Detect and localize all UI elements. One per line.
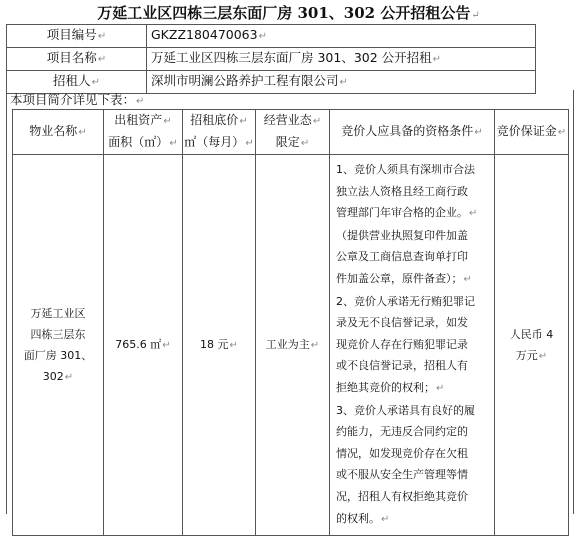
header-qualifications: 竞价人应具备的资格条件↵ (330, 110, 495, 155)
header-area: 出租资产↵ 面积（㎡）↵ (104, 110, 183, 155)
property-details-table (12, 109, 569, 536)
project-name-label: 项目名称↵ (7, 48, 147, 71)
project-number-label: 项目编号↵ (7, 25, 147, 48)
table-header-row (13, 110, 569, 155)
intro-text: 本项目简介详见下表：↵ (10, 92, 145, 107)
project-number-value: GKZZ180470063↵ (147, 25, 536, 48)
price-cell: 18 元↵ (183, 155, 256, 536)
area-cell: 765.6 ㎡↵ (104, 155, 183, 536)
notice-title: 万延工业区四栋三层东面厂房 301、302 公开招租公告↵ (97, 4, 480, 22)
qualifications-cell: 1、竞价人须具有深圳市合法 独立法人资格且经工商行政 管理部门年审合格的企业。↵ （提供营业执照复印件加盖 公章及工商信息查询单打印 件加盖公章，原件备查）；↵ 2、竞价人承诺无行贿犯罪记 录及无不良信誉记录，如发 现竞价人存在行贿犯罪记录 或不良信誉记录，招租人有 拒绝其竞价的权利；↵ 3、竞价人承诺具有良好的履 约能力，无违反合同约定的 情况，如发现竞价存在欠租 或不服从安全生产管理等情 况，招租人有权拒绝其竞价 的权利。↵ (330, 155, 495, 536)
paragraph-mark-icon: ↵ (471, 10, 480, 21)
property-name-cell: 万延工业区 四栋三层东 面厂房 301、 302↵ (13, 155, 104, 536)
deposit-cell: 人民币 4 万元↵ (495, 155, 569, 536)
table-row (13, 155, 569, 536)
header-price: 招租底价↵ ㎡（每月）↵ (183, 110, 256, 155)
project-name-row (7, 48, 536, 71)
project-info-table (6, 24, 536, 94)
header-property-name: 物业名称↵ (13, 110, 104, 155)
business-type-cell: 工业为主↵ (256, 155, 330, 536)
lessor-value: 深圳市明澜公路养护工程有限公司↵ (147, 71, 536, 94)
project-name-value: 万延工业区四栋三层东面厂房 301、302 公开招租↵ (147, 48, 536, 71)
header-business-type: 经营业态↵ 限定↵ (256, 110, 330, 155)
project-number-row (7, 25, 536, 48)
header-deposit: 竞价保证金↵ (495, 110, 569, 155)
lessor-label: 招租人↵ (7, 71, 147, 94)
